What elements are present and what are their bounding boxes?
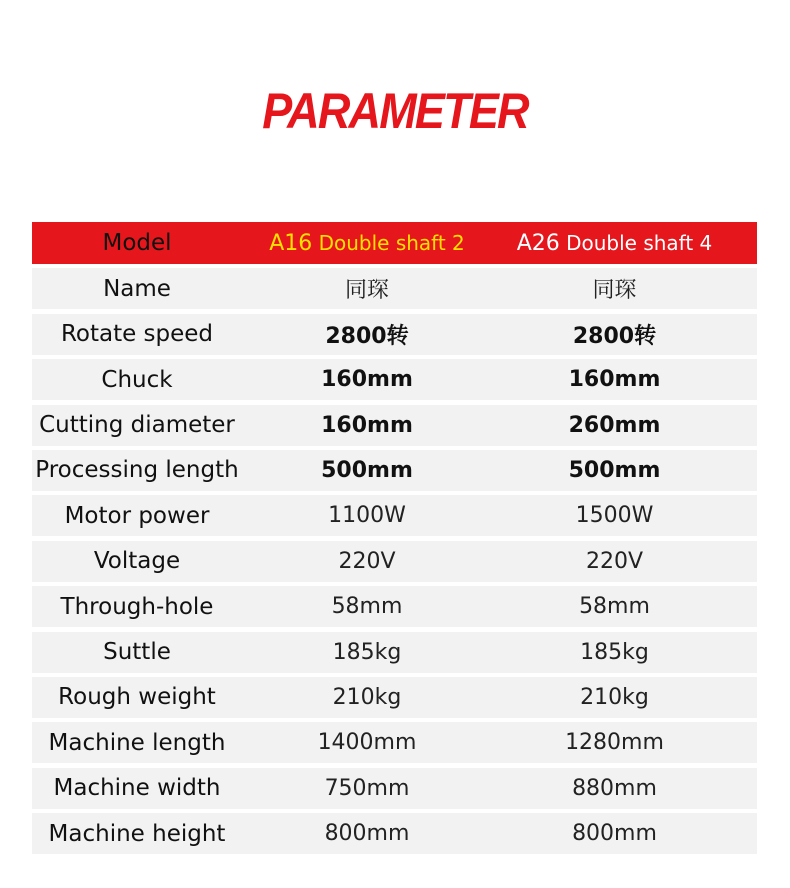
table-row [32, 813, 757, 854]
row-value-b: 1280mm [565, 730, 664, 756]
row-label: Rotate speed [60, 321, 214, 348]
row-value-a: 2800转 [325, 323, 409, 349]
row-value-b: 同琛 [592, 278, 637, 304]
row-label: Voltage [93, 548, 181, 575]
header-model-a [242, 231, 492, 256]
row-value-b: 185kg [580, 639, 649, 665]
table-row [32, 677, 757, 718]
row-value-a: 210kg [332, 684, 402, 710]
row-label: Machine height [48, 820, 226, 847]
table-row [32, 450, 757, 491]
row-value-b: 58mm [579, 594, 650, 620]
row-value-a: 185kg [332, 639, 402, 665]
row-label: Suttle [103, 639, 171, 666]
row-value-a: 160mm [321, 367, 413, 393]
row-label: Rough weight [58, 684, 216, 711]
row-label: Name [103, 275, 171, 302]
table-row [32, 314, 757, 355]
table-row [32, 405, 757, 446]
table-row [32, 359, 757, 400]
page-title: PARAMETER [262, 83, 528, 139]
row-label: Processing length [35, 457, 239, 484]
row-value-b: 880mm [572, 775, 657, 801]
row-value-a: 750mm [324, 775, 410, 801]
row-value-b: 160mm [568, 367, 661, 393]
row-value-b: 1500W [575, 503, 654, 529]
row-value-b: 500mm [568, 457, 661, 483]
row-label: Machine width [53, 775, 221, 802]
row-value-a: 500mm [321, 457, 413, 483]
table-row [32, 632, 757, 673]
row-value-b: 2800转 [572, 323, 657, 349]
row-label: Through-hole [60, 593, 214, 620]
row-label: Machine length [48, 729, 226, 756]
table-row [32, 722, 757, 763]
parameter-table [32, 222, 757, 858]
row-value-a: 1100W [328, 503, 406, 529]
header-model-b [492, 231, 737, 256]
table-row [32, 768, 757, 809]
row-value-a: 同琛 [344, 278, 389, 304]
header-label: Model [102, 230, 172, 256]
row-label: Chuck [101, 366, 173, 393]
table-row [32, 268, 757, 309]
row-value-b: 210kg [580, 684, 649, 710]
row-value-a: 58mm [331, 594, 403, 620]
model-a-code: A16 [269, 230, 313, 256]
table-row [32, 495, 757, 536]
model-b-code: A26 [516, 230, 560, 256]
row-value-a: 1400mm [317, 730, 417, 756]
row-value-b: 800mm [572, 821, 657, 847]
table-row [32, 586, 757, 627]
table-header [32, 222, 757, 264]
row-value-a: 800mm [324, 821, 410, 847]
table-row [32, 541, 757, 582]
row-value-b: 260mm [568, 412, 661, 438]
row-value-b: 220V [585, 548, 644, 574]
model-b-desc: Double shaft 4 [566, 230, 713, 255]
row-value-a: 220V [338, 548, 396, 574]
row-label: Motor power [64, 502, 210, 529]
row-value-a: 160mm [321, 412, 413, 438]
row-label: Cutting diameter [39, 412, 235, 439]
model-a-desc: Double shaft 2 [318, 230, 465, 255]
